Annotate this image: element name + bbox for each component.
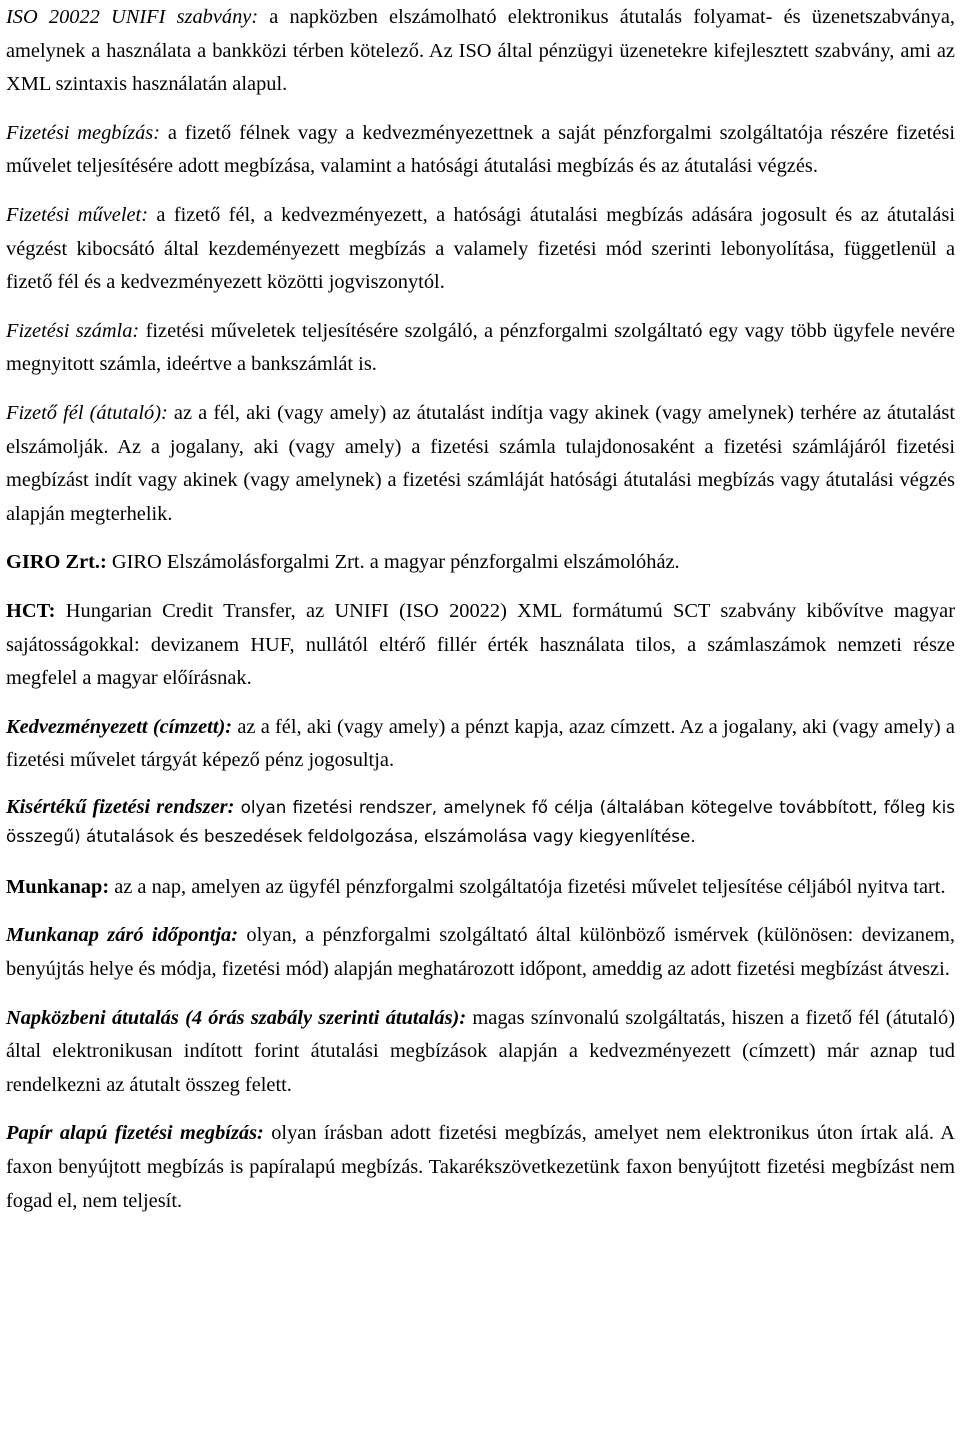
glossary-term: Munkanap záró időpontja: xyxy=(6,924,239,947)
glossary-definition: az a fél, aki (vagy amely) a pénzt kapja, azaz címzett. Az a jogalany, aki (vagy amely) a fizetési művelet tárgyát képező pénz jogosultja. xyxy=(6,715,955,772)
glossary-definition: olyan, a pénzforgalmi szolgáltató által különböző ismérvek (különösen: devizanem, benyújtás helye és módja, fizetési mód) alapján meghatározott időpont, ameddig az adott fizetési megbízást átveszi. xyxy=(6,924,956,981)
glossary-entry-giro-zrt xyxy=(6,546,955,580)
glossary-definition: az a nap, amelyen az ügyfél pénzforgalmi szolgáltatója fizetési művelet teljesítése céljából nyitva tart. xyxy=(109,875,946,898)
glossary-term: Napközbeni átutalás (4 órás szabály szerinti átutalás): xyxy=(6,1006,467,1029)
glossary-term: ISO 20022 UNIFI szabvány: xyxy=(6,6,259,28)
glossary-entry-kiserteku-fizetesi-rendszer xyxy=(6,793,955,851)
glossary-term: Fizető fél (átutaló): xyxy=(6,401,168,424)
glossary-entry-kedvezmenyezett xyxy=(6,711,955,778)
glossary-term: Kedvezményezett (címzett): xyxy=(6,715,233,738)
glossary-term: Kisértékű fizetési rendszer: xyxy=(6,795,235,818)
glossary-term: Papír alapú fizetési megbízás: xyxy=(6,1122,264,1145)
glossary-entry-papir-alapu-fizetesi-megbizas xyxy=(6,1117,955,1218)
glossary-entry-napkozbeni-atutalas xyxy=(6,1002,955,1103)
glossary-definition: Hungarian Credit Transfer, az UNIFI (ISO 20022) XML formátumú SCT szabvány kibővítve magyar sajátosságokkal: devizanem HUF, nullától eltérő fillér érték használata tilos, a számlaszámok nemzeti része megfelel a magyar előírásnak. xyxy=(6,599,955,690)
glossary-document xyxy=(6,0,955,1218)
glossary-definition: az a fél, aki (vagy amely) az átutalást indítja vagy akinek (vagy amelynek) terhére az átutalást elszámolják. Az a jogalany, aki (vagy amely) a fizetési számla tulajdonosaként a fizetési számlájáról fizetési megbízást indít vagy akinek (vagy amelynek) a fizetési számláját hatósági átutalási megbízás vagy átutalási végzés alapján megterhelik. xyxy=(6,401,955,525)
glossary-entry-munkanap-zaro-idopontja xyxy=(6,919,955,986)
glossary-definition: olyan írásban adott fizetési megbízás, amelyet nem elektronikus úton írtak alá. A faxon benyújtott megbízás is papíralapú megbízás. Takarékszövetkezetünk faxon benyújtott fizetési megbízást nem fogad el, nem teljesít. xyxy=(6,1122,955,1212)
glossary-term: Fizetési számla: xyxy=(6,319,140,342)
glossary-term: Fizetési művelet: xyxy=(6,203,149,226)
glossary-entry-hct xyxy=(6,595,955,696)
glossary-term: GIRO Zrt.: xyxy=(6,551,107,574)
glossary-entry-fizetesi-megbizas xyxy=(6,117,955,184)
glossary-entry-fizetesi-muvelet xyxy=(6,199,955,300)
glossary-entry-munkanap xyxy=(6,871,955,905)
glossary-term: HCT: xyxy=(6,599,56,622)
glossary-definition: fizetési műveletek teljesítésére szolgáló, a pénzforgalmi szolgáltató egy vagy több ügyfele nevére megnyitott számla, ideértve a bankszámlát is. xyxy=(6,319,955,376)
glossary-definition: a fizető fél, a kedvezményezett, a hatósági átutalási megbízás adására jogosult és az átutalási végzést kibocsátó által kezdeményezett megbízás a valamely fizetési mód szerinti lebonyolítása, függetlenül a fizető fél és a kedvezményezett közötti jogviszonytól. xyxy=(6,203,955,294)
glossary-definition: olyan fizetési rendszer, amelynek fő célja (általában kötegelve továbbított, főleg kis összegű) átutalások és beszedések feldolgozása, elszámolása vagy kiegyenlítése. xyxy=(6,796,955,846)
glossary-entry-fizeto-fel xyxy=(6,397,955,531)
glossary-definition: a napközben elszámolható elektronikus átutalás folyamat- és üzenetszabványa, amelynek a használata a bankközi térben kötelező. Az ISO által pénzügyi üzenetekre kifejlesztett szabvány, ami az XML szintaxis használatán alapul. xyxy=(6,6,956,96)
glossary-term: Fizetési megbízás: xyxy=(6,121,160,144)
glossary-entry-fizetesi-szamla xyxy=(6,315,955,382)
glossary-definition: GIRO Elszámolásforgalmi Zrt. a magyar pénzforgalmi elszámolóház. xyxy=(106,551,680,574)
glossary-term: Munkanap: xyxy=(6,875,110,898)
glossary-definition: magas színvonalú szolgáltatás, hiszen a fizető fél (átutaló) által elektronikusan indított forint átutalási megbízások alapján a kedvezményezett (címzett) már aznap tud rendelkezni az átutalt összeg felett. xyxy=(6,1006,956,1096)
glossary-definition: a fizető félnek vagy a kedvezményezettnek a saját pénzforgalmi szolgáltatója részére fizetési művelet teljesítésére adott megbízása, valamint a hatósági átutalási megbízás és az átutalási végzés. xyxy=(6,121,955,178)
glossary-entry-iso-20022 xyxy=(6,1,955,102)
